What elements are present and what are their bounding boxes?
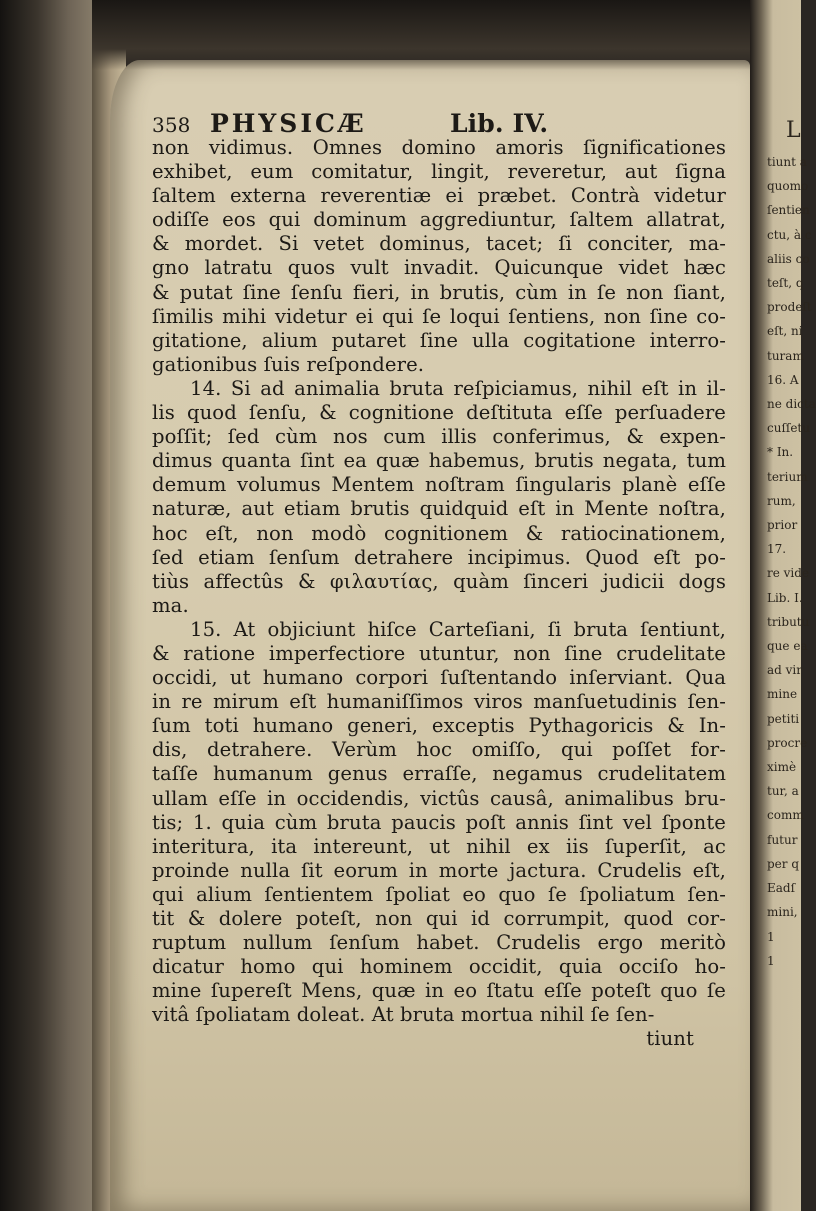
text-line: tis; 1. quia cùm bruta paucis poſt annis ſint vel ſponte	[152, 810, 726, 834]
page-text	[152, 110, 726, 1052]
facing-line-fragment: cuſſetu	[767, 421, 810, 436]
text-line: poſſit; ſed cùm nos cum illis conferimus, & expen-	[152, 425, 726, 449]
facing-line-fragment: 1	[767, 953, 775, 968]
book-number: Lib. IV.	[450, 109, 549, 138]
text-line: dis, detrahere. Verùm hoc omiſſo, qui poſſet for-	[152, 738, 726, 762]
facing-line-fragment: ximè	[767, 760, 797, 775]
text-line: gno latratu quos vult invadit. Quicunque videt hæc	[152, 256, 726, 280]
facing-line-fragment: mini,	[767, 905, 798, 920]
text-line: ſimilis mihi videtur ei qui ſe loqui ſentiens, non ſine co-	[152, 304, 726, 328]
text-line: exhibet, eum comitatur, lingit, reveretur, aut ſigna	[152, 160, 726, 184]
facing-line-fragment: rum,	[767, 493, 796, 508]
text-line: & ratione imperfectiore utuntur, non ſine crudelitate	[152, 641, 726, 665]
text-line: non vidimus. Omnes domino amoris ſignificationes	[152, 136, 726, 159]
text-line: ſaltem externa reverentiæ ei præbet. Contrà videtur	[152, 184, 726, 208]
text-line: ſed etiam ſenſum detrahere incipimus. Quod eſt po-	[152, 545, 726, 569]
facing-line-fragment: que ea	[767, 639, 808, 654]
facing-page-text	[767, 150, 816, 973]
text-line: lis quod ſenſu, & cognitione deſtituta eſſe perſuadere	[152, 401, 726, 425]
text-line: demum volumus Mentem noſtram ſingularis planè eſſe	[152, 473, 726, 497]
text-line: mine ſupereſt Mens, quæ in eo ſtatu eſſe poteſt quo ſe	[152, 979, 726, 1003]
text-line: 15. At objiciunt hiſce Carteſiani, ſi bruta ſentiunt,	[190, 617, 726, 641]
facing-line-fragment: comm	[767, 808, 804, 823]
facing-line-fragment: tur, a	[767, 784, 799, 799]
text-line: occidi, ut humano corpori ſuſtentando inſerviant. Qua	[152, 666, 726, 690]
text-line: gationibus ſuis reſpondere.	[152, 352, 425, 376]
text-line: tiùs affectûs & φιλαυτίας, quàm ſinceri judicii dogs	[152, 569, 726, 593]
left-page-edge	[0, 0, 92, 1211]
facing-line-fragment: 1	[767, 929, 775, 944]
text-line: interitura, ita intereunt, ut nihil ex iis ſuperſit, ac	[152, 834, 726, 858]
text-line: taſſe humanum genus erraſſe, negamus crudelitatem	[152, 762, 726, 786]
facing-line-fragment: per q	[767, 856, 800, 871]
text-line: odiſſe eos qui dominum aggrediuntur, ſaltem allatrat,	[152, 208, 726, 232]
facing-line-fragment: quomo	[767, 179, 809, 194]
facing-line-fragment: aliis co	[767, 251, 810, 266]
facing-line-fragment: 16. A	[767, 372, 799, 387]
facing-line-fragment: mine	[767, 687, 798, 702]
text-line: hoc eſt, non modò cognitionem & ratiocinationem,	[152, 521, 726, 545]
top-shadow	[92, 0, 752, 70]
text-line: ullam eſſe in occidendis, victûs causâ, animalibus bru-	[152, 786, 726, 810]
text-line: qui alium ſentientem ſpoliat eo quo ſe ſpoliatum ſen-	[152, 882, 726, 906]
facing-line-fragment: teſt, q	[767, 276, 804, 291]
running-title: PHYSICÆ	[210, 109, 367, 138]
facing-line-fragment: * In.	[767, 445, 794, 460]
facing-line-fragment: futur	[767, 832, 798, 847]
facing-line-fragment: tributu	[767, 614, 810, 629]
facing-line-fragment: ad vir	[767, 663, 803, 678]
text-line: naturæ, aut etiam brutis quidquid eſt in Mente noſtra,	[152, 497, 726, 521]
facing-line-fragment: petiti	[767, 711, 800, 726]
facing-line-fragment: prodeſt	[767, 300, 812, 315]
text-line: gitatione, alium putaret ſine ulla cogitatione interro-	[152, 328, 726, 352]
text-line: vitâ ſpoliatam doleat. At bruta mortua nihil ſe ſen-	[152, 1003, 655, 1027]
page-number: 358	[152, 113, 191, 137]
facing-line-fragment: prior	[767, 518, 798, 533]
facing-line-fragment: turam	[767, 348, 804, 363]
text-line: ruptum nullum ſenſum habet. Crudelis ergo meritò	[152, 931, 726, 955]
facing-line-fragment: re vide	[767, 566, 810, 581]
text-line: dicatur homo qui hominem occidit, quia occiſo ho-	[152, 955, 726, 979]
facing-line-fragment: tiunt a	[767, 155, 807, 169]
facing-line-fragment: ne dicta	[767, 397, 816, 412]
facing-line-fragment: procre	[767, 735, 808, 750]
facing-line-fragment: ctu, à c	[767, 227, 812, 242]
facing-line-fragment: Lib. I.	[767, 590, 803, 605]
body-text	[152, 136, 726, 1027]
text-line: & mordet. Si vetet dominus, tacet; ſi conciter, ma-	[152, 232, 726, 256]
facing-line-fragment: terium	[767, 469, 808, 484]
catchword: tiunt	[646, 1027, 694, 1051]
text-line: proinde nulla ſit eorum in morte jactura. Crudelis eſt,	[152, 858, 726, 882]
facing-line-fragment: Eadſ	[767, 881, 796, 896]
text-line: tit & dolere poteſt, non qui id corrumpit, quod cor-	[152, 907, 726, 930]
text-line: ſum toti humano generi, exceptis Pythagoricis & In-	[152, 714, 726, 738]
text-line: & putat ſine ſenſu fieri, in brutis, cùm in ſe non ſiant,	[152, 280, 726, 304]
text-line: dimus quanta ſint ea quæ habemus, brutis negata, tum	[152, 449, 726, 473]
text-line: 14. Si ad animalia bruta reſpiciamus, nihil eſt in il-	[190, 376, 726, 400]
facing-line-fragment: eſt, ni	[767, 324, 803, 339]
text-line: in re mirum eſt humaniſſimos viros manſuetudinis ſen-	[152, 690, 726, 714]
facing-line-fragment: ſentien	[767, 203, 810, 218]
text-line: ma.	[152, 593, 189, 617]
facing-line-fragment: 17.	[767, 542, 787, 557]
running-header	[152, 110, 726, 136]
facing-page-header: L	[786, 118, 801, 143]
